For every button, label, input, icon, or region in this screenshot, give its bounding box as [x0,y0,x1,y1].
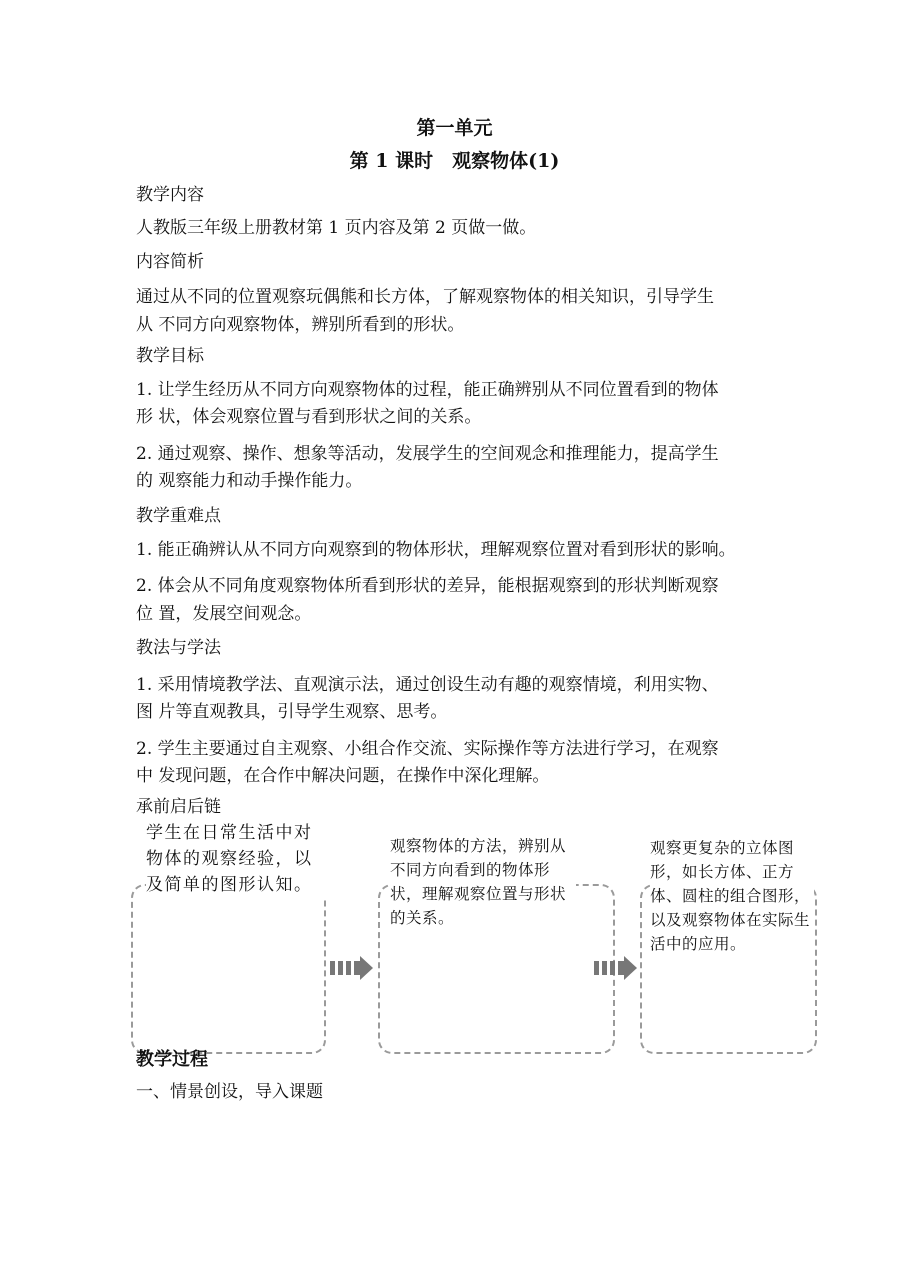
goals-heading: 教学目标 [136,346,204,366]
chain-heading: 承前启后链 [136,797,221,817]
lesson-title: 第 1 课时 观察物体(1) [349,150,560,172]
flow-box-prior [131,884,326,1054]
goal-2-line2: 的 观察能力和动手操作能力。 [136,471,363,491]
method-1-line1: 1. 采用情境教学法、直观演示法，通过创设生动有趣的观察情境，利用实物、 [136,675,719,695]
goal-2-line1: 2. 通过观察、操作、想象等活动，发展学生的空间观念和推理能力，提高学生 [136,444,719,464]
key-point-2-line1: 2. 体会从不同角度观察物体所看到形状的差异，能根据观察到的形状判断观察 [136,576,719,596]
flow-text-prior: 学生在日常生活中对物体的观察经验，以及简单的图形认知。 [146,820,328,898]
content-text: 人教版三年级上册教材第 1 页内容及第 2 页做一做。 [136,218,537,238]
method-2-line1: 2. 学生主要通过自主观察、小组合作交流、实际操作等方法进行学习，在观察 [136,739,719,759]
key-point-1: 1. 能正确辨认从不同方向观察到的物体形状，理解观察位置对看到形状的影响。 [136,540,736,560]
method-2-line2: 中 发现问题，在合作中解决问题，在操作中深化理解。 [136,766,550,786]
flow-text-next: 观察更复杂的立体图形，如长方体、正方体、圆柱的组合图形，以及观察物体在实际生活中的应用。 [650,836,814,956]
key-point-2-line2: 位 置，发展空间观念。 [136,604,312,624]
method-heading: 教法与学法 [136,638,221,658]
analysis-text-line1: 通过从不同的位置观察玩偶熊和长方体，了解观察物体的相关知识，引导学生 [136,287,714,307]
goal-1-line1: 1. 让学生经历从不同方向观察物体的过程，能正确辨别从不同位置看到的物体 [136,380,719,400]
analysis-heading: 内容简析 [136,252,204,272]
content-heading: 教学内容 [136,185,204,205]
process-heading: 教学过程 [136,1049,208,1070]
method-1-line2: 图 片等直观教具，引导学生观察、思考。 [136,702,448,722]
flow-arrow-1-icon [329,955,374,981]
analysis-text-line2: 从 不同方向观察物体，辨别所看到的形状。 [136,315,465,335]
process-step-1: 一、情景创设，导入课题 [136,1082,323,1102]
goal-1-line2: 形 状，体会观察位置与看到形状之间的关系。 [136,407,482,427]
flow-text-current: 观察物体的方法，辨别从不同方向看到的物体形状，理解观察位置与形状的关系。 [390,834,576,930]
key-points-heading: 教学重难点 [136,506,221,526]
flow-arrow-2-icon [593,955,638,981]
unit-title: 第一单元 [416,117,493,139]
